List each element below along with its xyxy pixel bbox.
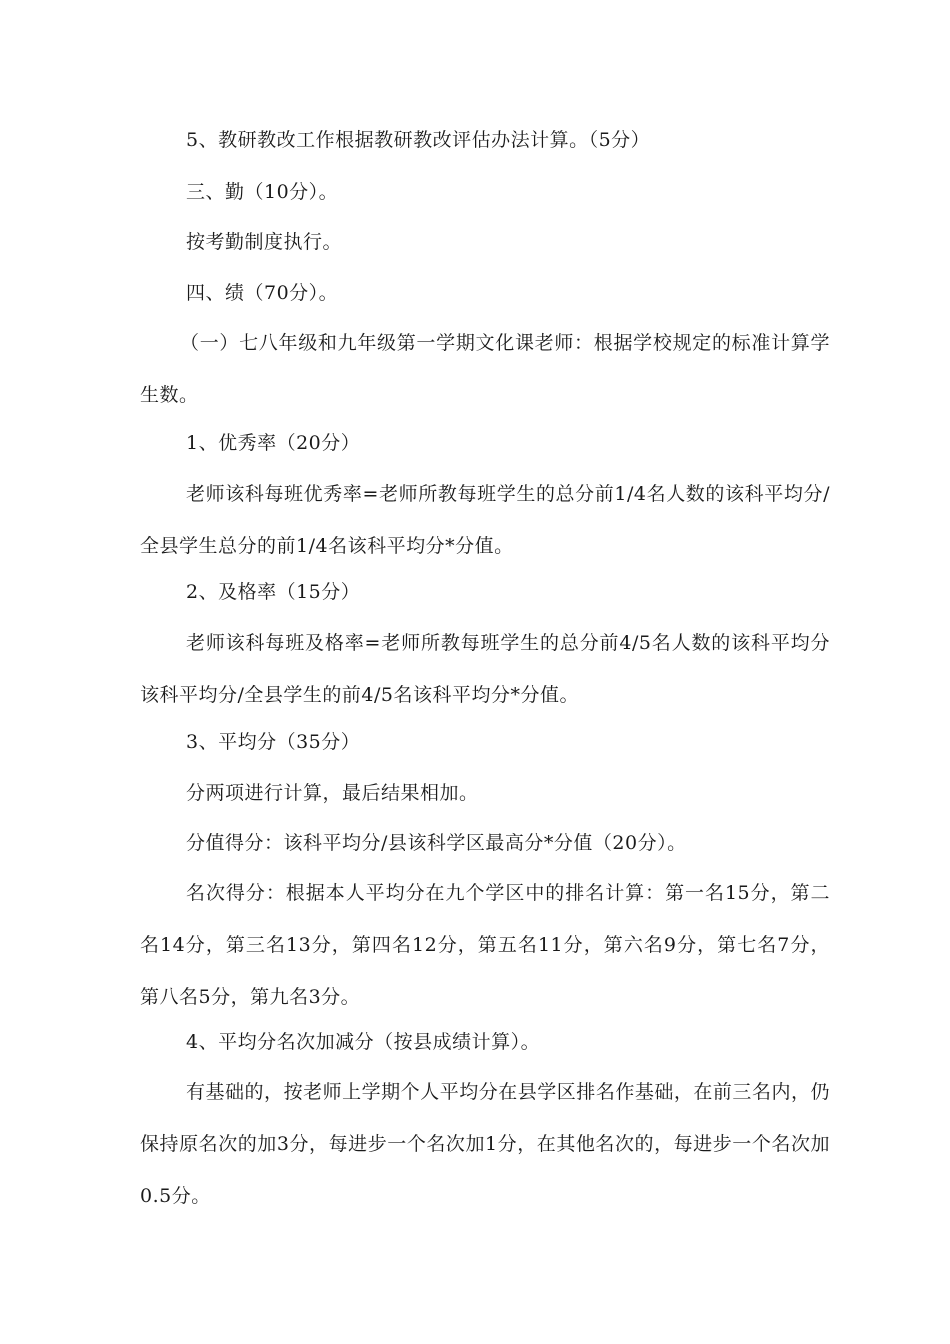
- section-heading-performance: 四、绩（70分）。: [186, 282, 339, 304]
- paragraph-rank-points: 名次得分：根据本人平均分在九个学区中的排名计算：第一名15分，第二名14分，第三名13分，第四名12分，第五名11分，第六名9分，第七名7分，第八名5分，第九名3分。: [140, 882, 830, 1008]
- paragraph-pass-formula: 老师该科每班及格率=老师所教每班学生的总分前4/5名人数的该科平均分该科平均分/全县学生的前4/5名该科平均分*分值。: [140, 632, 830, 706]
- item-heading-excellence-rate: 1、优秀率（20分）: [186, 432, 361, 454]
- item-heading-average-score: 3、平均分（35分）: [186, 731, 361, 753]
- subsection-heading-culture-teachers: （一）七八年级和九年级第一学期文化课老师：根据学校规定的标准计算学生数。: [140, 332, 830, 406]
- paragraph-attendance-rule: 按考勤制度执行。: [186, 231, 343, 253]
- paragraph-excellence-formula: 老师该科每班优秀率=老师所教每班学生的总分前1/4名人数的该科平均分/全县学生总分的前1/4名该科平均分*分值。: [140, 483, 830, 557]
- paragraph-item-5-research: 5、教研教改工作根据教研教改评估办法计算。（5分）: [186, 129, 651, 151]
- item-heading-rank-adjustment: 4、平均分名次加减分（按县成绩计算）。: [186, 1031, 541, 1053]
- paragraph-rank-adjustment-rule: 有基础的，按老师上学期个人平均分在县学区排名作基础，在前三名内，仍保持原名次的加3分，每进步一个名次加1分，在其他名次的，每进步一个名次加0.5分。: [140, 1081, 830, 1207]
- paragraph-two-parts: 分两项进行计算，最后结果相加。: [186, 782, 479, 804]
- section-heading-attendance: 三、勤（10分）。: [186, 181, 339, 203]
- paragraph-score-points: 分值得分：该科平均分/县该科学区最高分*分值（20分）。: [186, 832, 687, 854]
- item-heading-pass-rate: 2、及格率（15分）: [186, 581, 361, 603]
